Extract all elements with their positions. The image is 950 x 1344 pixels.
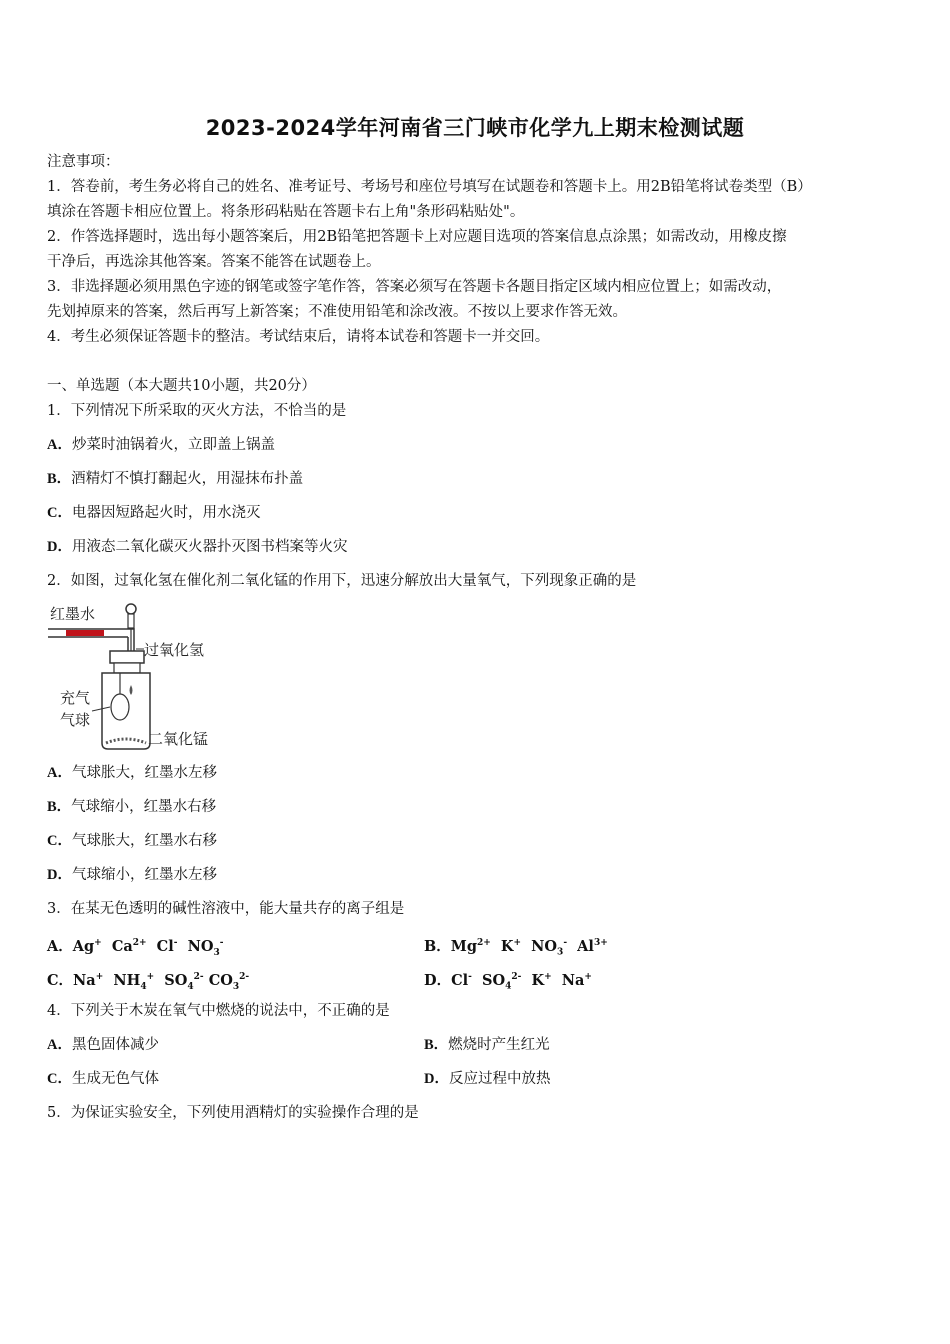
ion: NO <box>531 937 558 955</box>
rubber-stopper <box>110 651 144 663</box>
ion: Na <box>73 971 96 989</box>
ion: Ca <box>111 937 133 955</box>
option-label: C． <box>47 505 72 521</box>
option-label: B． <box>424 937 451 955</box>
dropper-neck <box>128 614 134 628</box>
option-text: 炒菜时油锅着火，立即盖上锅盖 <box>71 437 275 453</box>
option-text: 电器因短路起火时，用水浇灭 <box>71 505 261 521</box>
option-text: 黑色固体减少 <box>71 1037 159 1053</box>
ion: SO <box>164 971 188 989</box>
label-h2o2: 过氧化氢 <box>144 641 205 659</box>
option-label: B． <box>47 471 72 487</box>
q4-option-a <box>47 1037 159 1053</box>
ion: K <box>531 971 545 989</box>
charge: + <box>544 972 552 982</box>
q3-options-row-1 <box>47 933 907 963</box>
ion: SO <box>482 971 506 989</box>
notice-line: 1．答卷前，考生务必将自己的姓名、准考证号、考场号和座位号填写在试题卷和答题卡上。用2B铅笔将试卷类型（B） <box>47 179 812 195</box>
red-ink-column <box>66 630 104 636</box>
option-label: A． <box>47 937 73 955</box>
q1-option-d <box>47 537 907 557</box>
subscript: 3 <box>557 947 564 958</box>
q3-option-b <box>424 933 608 963</box>
charge: + <box>95 972 104 982</box>
notice-line: 3．非选择题必须用黑色字迹的钢笔或签字笔作答，答案必须写在答题卡各题目指定区域内相应位置上；如需改动， <box>47 279 782 295</box>
charge: 2- <box>511 972 522 982</box>
charge: 2- <box>193 972 204 982</box>
notice-heading: 注意事项： <box>47 154 120 170</box>
q2-option-c <box>47 831 907 851</box>
q3-option-c <box>47 971 250 992</box>
ion: K <box>500 937 514 955</box>
ion: Al <box>577 937 594 955</box>
experiment-diagram <box>46 603 236 753</box>
charge: - <box>468 972 472 982</box>
option-text: 气球缩小，红墨水左移 <box>71 867 217 883</box>
notice-line: 填涂在答题卡相应位置上。将条形码粘贴在答题卡右上角"条形码粘贴处"。 <box>47 204 525 220</box>
question-5-stem: 5．为保证实验安全，下列使用酒精灯的实验操作合理的是 <box>47 1105 419 1121</box>
charge: - <box>173 938 178 948</box>
ion: Cl <box>451 971 469 989</box>
subscript: 4 <box>187 981 194 992</box>
notice-line: 2．作答选择题时，选出每小题答案后，用2B铅笔把答题卡上对应题目选项的答案信息点涂黑；如需改动，用橡皮擦 <box>47 229 787 245</box>
label-balloon-1: 充气 <box>60 689 91 707</box>
ion: Cl <box>156 937 174 955</box>
subscript: 4 <box>505 981 512 992</box>
question-2-stem: 2．如图，过氧化氢在催化剂二氧化锰的作用下，迅速分解放出大量氧气，下列现象正确的是 <box>47 573 637 589</box>
option-text: 生成无色气体 <box>71 1071 159 1087</box>
q1-option-a <box>47 435 907 455</box>
q1-option-b <box>47 469 907 489</box>
question-3-stem: 3．在某无色透明的碱性溶液中，能大量共存的离子组是 <box>47 901 405 917</box>
question-1-stem: 1．下列情况下所采取的灭火方法，不恰当的是 <box>47 403 347 419</box>
q4-options-row-1 <box>47 1035 907 1055</box>
section-heading: 一、单选题（本大题共10小题，共20分） <box>47 378 316 394</box>
option-label: A． <box>47 1037 72 1053</box>
charge: - <box>563 938 568 948</box>
option-label: C． <box>47 971 74 989</box>
ion: Mg <box>450 937 477 955</box>
charge: 2+ <box>132 938 147 948</box>
notice-line: 4．考生必须保证答题卡的整洁。考试结束后，请将本试卷和答题卡一并交回。 <box>47 329 550 345</box>
notice-line: 先划掉原来的答案，然后再写上新答案；不准使用铅笔和涂改液。不按以上要求作答无效。 <box>47 304 627 320</box>
option-label: C． <box>47 833 72 849</box>
option-label: B． <box>47 799 72 815</box>
option-text: 气球缩小，红墨水右移 <box>71 799 217 815</box>
option-label: A． <box>47 765 72 781</box>
ion: Na <box>561 971 585 989</box>
charge: + <box>513 938 522 948</box>
option-label: D． <box>424 971 452 989</box>
option-label: D． <box>424 1071 449 1087</box>
option-text: 燃烧时产生红光 <box>448 1037 550 1053</box>
q4-option-c <box>47 1071 159 1087</box>
ion: CO <box>208 971 233 989</box>
option-text: 反应过程中放热 <box>448 1071 551 1087</box>
charge: 3+ <box>593 938 608 948</box>
label-mno2: 二氧化锰 <box>148 730 209 748</box>
ion: NO <box>187 937 214 955</box>
question-4-stem: 4．下列关于木炭在氧气中燃烧的说法中，不正确的是 <box>47 1003 390 1019</box>
q2-option-b <box>47 797 907 817</box>
notice-line: 干净后，再选涂其他答案。答案不能答在试题卷上。 <box>47 254 381 270</box>
charge: 2- <box>239 972 250 982</box>
ion: NH <box>113 971 141 989</box>
option-label: A． <box>47 437 72 453</box>
charge: - <box>219 938 224 948</box>
ion: Ag <box>72 937 95 955</box>
q4-option-b <box>424 1035 550 1055</box>
label-red-ink: 红墨水 <box>50 605 96 623</box>
option-label: C． <box>47 1071 72 1087</box>
option-text: 酒精灯不慎打翻起火，用湿抹布扑盖 <box>71 471 304 487</box>
charge: + <box>146 972 155 982</box>
subscript: 4 <box>140 981 147 992</box>
option-label: B． <box>424 1037 449 1053</box>
q2-option-a <box>47 763 907 783</box>
q3-option-d <box>424 967 592 997</box>
page-title: 2023-2024学年河南省三门峡市化学九上期末检测试题 <box>205 116 745 140</box>
option-label: D． <box>47 539 72 555</box>
q2-option-d <box>47 865 907 885</box>
charge: + <box>584 972 592 982</box>
option-text: 气球胀大，红墨水左移 <box>71 765 217 781</box>
charge: + <box>94 938 102 948</box>
option-label: D． <box>47 867 72 883</box>
q4-option-d <box>424 1069 550 1089</box>
q3-options-row-2 <box>47 967 907 997</box>
label-balloon-2: 气球 <box>60 711 91 729</box>
q1-option-c <box>47 503 907 523</box>
subscript: 3 <box>213 947 220 958</box>
balloon <box>111 694 129 720</box>
subscript: 3 <box>232 981 240 992</box>
option-text: 气球胀大，红墨水右移 <box>71 833 217 849</box>
charge: 2+ <box>476 938 491 948</box>
q4-options-row-2 <box>47 1069 907 1089</box>
option-text: 用液态二氧化碳灭火器扑灭图书档案等火灾 <box>71 539 348 555</box>
stopper-neck <box>114 663 140 673</box>
q3-option-a <box>47 937 224 958</box>
dropper-bulb <box>126 604 136 614</box>
